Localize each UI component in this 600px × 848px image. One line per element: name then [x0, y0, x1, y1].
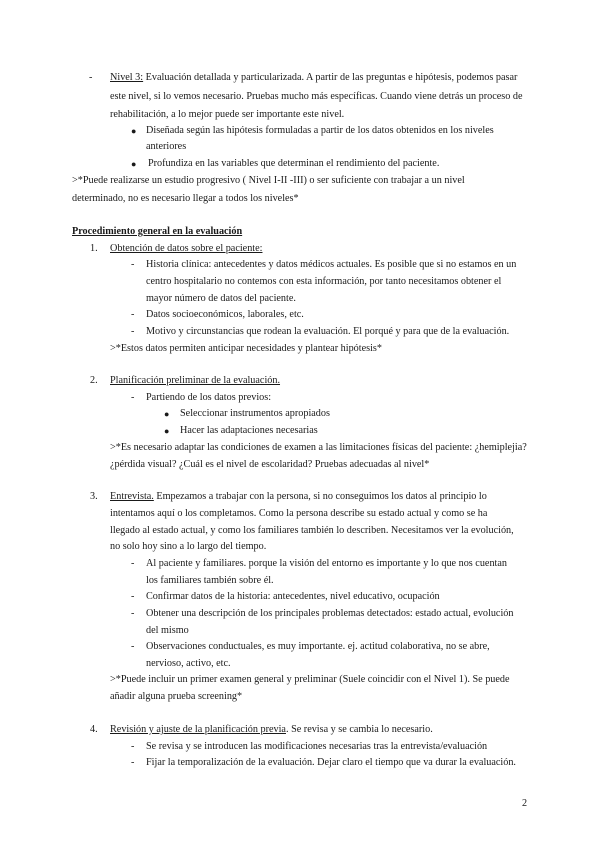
step2-number: 2. — [90, 375, 98, 386]
nivel3-label: Nivel 3: — [110, 72, 144, 83]
nivel3-note-line1: >*Puede realizarse un estudio progresivo ( Nivel I-II -III) o ser suficiente con trabajar a un nivel — [72, 175, 465, 186]
step1-item3: Motivo y circunstancias que rodean la evaluación. El porqué y para que de la evaluación. — [146, 326, 510, 337]
nivel3-line3: rehabilitación, a lo mejor puede ser importante este nivel. — [110, 109, 345, 120]
step2-note-line1: >*Es necesario adaptar las condiciones de examen a las limitaciones físicas del paciente: ¿hemiplejia? — [110, 442, 527, 453]
step2-note-line2: ¿pérdida visual? ¿Cuál es el nivel de escolaridad? Pruebas adecuadas al nivel* — [110, 459, 430, 470]
step3-item3-line2: del mismo — [146, 625, 189, 636]
step3-item1-line2: los familiares también sobre él. — [146, 575, 274, 586]
step3-number: 3. — [90, 491, 98, 502]
step3-item2: Confirmar datos de la historia: antecedentes, nivel educativo, ocupación — [146, 591, 440, 602]
step1-item1-line3: mayor número de datos del paciente. — [146, 293, 296, 304]
bullet-icon: ● — [164, 409, 170, 419]
step2-bullet2: Hacer las adaptaciones necesarias — [180, 425, 318, 436]
step3-line3: llegado al estado actual, y como los familiares también lo describen. Necesitamos ver la evolución, — [110, 525, 514, 536]
step1-item1-line2: centro hospitalario no contemos con esta información, por tanto necesitamos obtener el — [146, 276, 502, 287]
section-title: Procedimiento general en la evaluación — [72, 226, 243, 237]
nivel3-bullet1-line1: Diseñada según las hipótesis formuladas a partir de los datos obtenidos en los niveles — [146, 125, 494, 136]
step4-line — [110, 723, 433, 737]
step3-item4-line1: Observaciones conductuales, es muy importante. ej. actitud colaborativa, no se abre, — [146, 641, 490, 652]
step3-item1-line1: Al paciente y familiares. porque la visión del entorno es importante y lo que nos cuentan — [146, 558, 507, 569]
dash-marker: - — [131, 741, 135, 752]
step4-text: . Se revisa y se cambia lo necesario. — [285, 724, 433, 735]
dash-marker: - — [131, 326, 135, 337]
nivel3-bullet1-line2: anteriores — [146, 141, 187, 152]
nivel3-bullet2: Profundiza en las variables que determinan el rendimiento del paciente. — [148, 158, 440, 169]
dash-marker: - — [131, 641, 135, 652]
bullet-icon: ● — [164, 426, 170, 436]
nivel3-line2: este nivel, si lo vemos necesario. Pruebas mucho más específicas. Cuando viene detrás un proceso de — [110, 91, 523, 102]
dash-marker: - — [131, 309, 135, 320]
step1-note: >*Estos datos permiten anticipar necesidades y plantear hipótesis* — [110, 343, 382, 354]
page-number: 2 — [522, 798, 528, 809]
dash-marker: - — [131, 591, 135, 602]
step4-title: Revisión y ajuste de la planificación previa — [110, 724, 286, 735]
dash-marker: - — [89, 72, 93, 83]
step3-item4-line2: nervioso, activo, etc. — [146, 658, 231, 669]
bullet-icon: ● — [131, 126, 137, 136]
dash-marker: - — [131, 259, 135, 270]
step3-line4: no solo hoy sino a lo largo del tiempo. — [110, 541, 267, 552]
step3-line2: intentamos aquí o los completamos. Como la persona describe su estado actual y como se ha — [110, 508, 488, 519]
step4-item1: Se revisa y se introducen las modificaciones necesarias tras la entrevista/evaluación — [146, 741, 488, 752]
step3-title: Entrevista. — [110, 491, 154, 502]
step3-item3-line1: Obtener una descripción de los principales problemas detectados: estado actual, evolución — [146, 608, 514, 619]
step3-text1: Empezamos a trabajar con la persona, si no conseguimos los datos al principio lo — [153, 491, 487, 502]
bullet-icon: ● — [131, 159, 137, 169]
step1-title: Obtención de datos sobre el paciente: — [110, 243, 263, 254]
dash-marker: - — [131, 757, 135, 768]
nivel3-text: Evaluación detallada y particularizada. A partir de las preguntas e hipótesis, podemos pasar — [143, 72, 518, 83]
nivel3-note-line2: determinado, no es necesario llegar a todos los niveles* — [72, 193, 299, 204]
step1-item1-line1: Historia clínica: antecedentes y datos médicos actuales. Es posible que si no estamos en un — [146, 259, 517, 270]
nivel3-line1 — [110, 71, 517, 85]
step2-item: Partiendo de los datos previos: — [146, 392, 272, 403]
step3-note-line1: >*Puede incluir un primer examen general y preliminar (Suele coincidir con el Nivel 1). Se puede — [110, 674, 510, 685]
dash-marker: - — [131, 558, 135, 569]
step4-item2: Fijar la temporalización de la evaluación. Dejar claro el tiempo que va durar la evaluación. — [146, 757, 516, 768]
step3-note-line2: añadir alguna prueba screening* — [110, 691, 243, 702]
step2-bullet1: Seleccionar instrumentos apropiados — [180, 408, 330, 419]
dash-marker: - — [131, 608, 135, 619]
step1-number: 1. — [90, 243, 98, 254]
dash-marker: - — [131, 392, 135, 403]
step1-item2: Datos socioeconómicos, laborales, etc. — [146, 309, 304, 320]
step2-title: Planificación preliminar de la evaluación. — [110, 375, 281, 386]
step4-number: 4. — [90, 724, 98, 735]
step3-line1 — [110, 490, 487, 504]
